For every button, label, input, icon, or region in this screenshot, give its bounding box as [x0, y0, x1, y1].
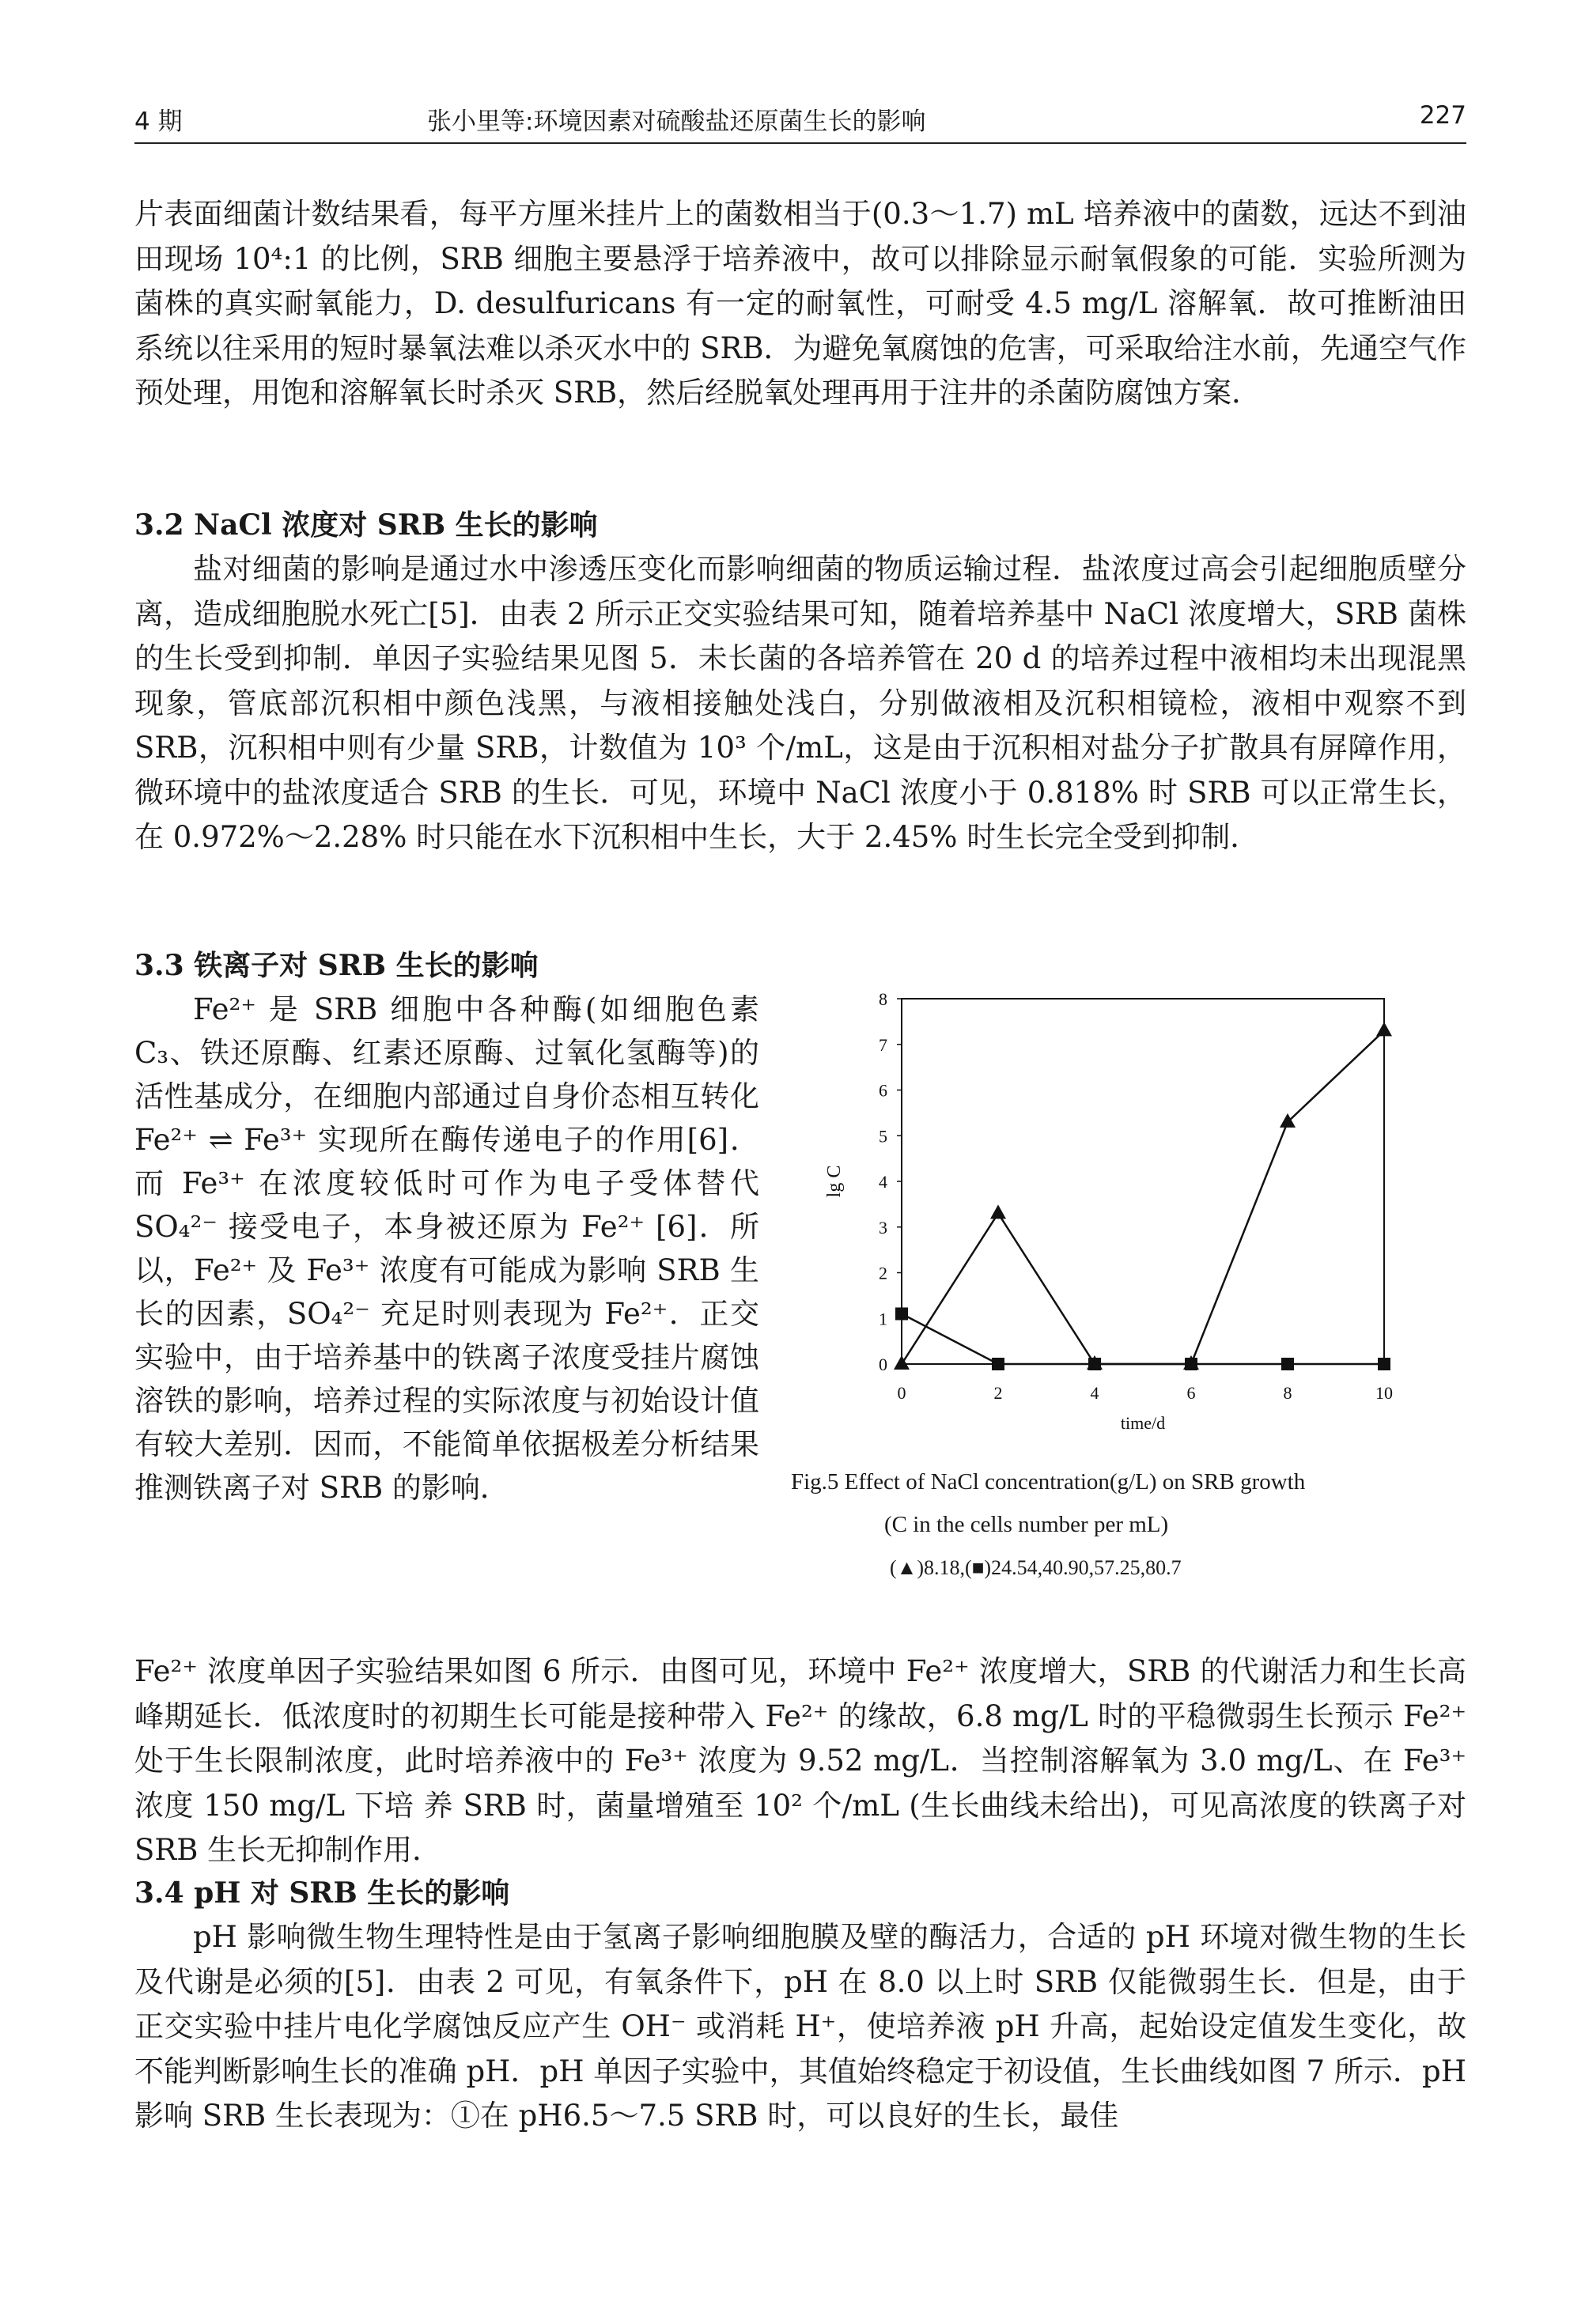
series-line	[902, 1030, 1384, 1364]
page-number: 227	[1419, 101, 1466, 130]
running-header	[134, 101, 1466, 144]
paragraph-fe2-results	[134, 1649, 1466, 1873]
growth-chart	[791, 984, 1416, 1433]
data-point-triangle	[990, 1204, 1006, 1219]
data-point-square	[992, 1358, 1004, 1370]
data-point-square	[1185, 1358, 1197, 1370]
x-tick-label: 8	[1283, 1383, 1292, 1403]
x-tick-label: 4	[1090, 1383, 1099, 1403]
figure-caption-title: Fig.5 Effect of NaCl concentration(g/L) on SRB growth	[791, 1469, 1306, 1495]
y-tick-label: 5	[879, 1126, 887, 1147]
paragraph-iron-ions	[134, 988, 759, 1510]
x-axis-label: time/d	[1120, 1413, 1166, 1433]
y-tick-label: 0	[879, 1355, 887, 1374]
y-tick-label: 2	[879, 1263, 887, 1283]
x-tick-label: 2	[993, 1383, 1003, 1403]
paragraph-text: 片表面细菌计数结果看，每平方厘米挂片上的菌数相当于(0.3～1.7) mL 培养液中的菌数，远达不到油田现场 10⁴:1 的比例，SRB 细胞主要悬浮于培养液中，故可以排除显示耐氧假象的可能．实验所测为菌株的真实耐氧能力，D. desulfuricans 有一定的耐氧性，可耐受 4.5 mg/L 溶解氧．故可推断油田系统以往采用的短时暴氧法难以杀灭水中的 SRB．为避免氧腐蚀的危害，可采取给注水前，先通空气作预处理，用饱和溶解氧长时杀灭 SRB，然后经脱氧处理再用于注井的杀菌防腐蚀方案．	[134, 197, 1466, 410]
y-tick-label: 4	[879, 1172, 887, 1192]
x-tick-label: 6	[1186, 1383, 1196, 1403]
paragraph-ph	[134, 1915, 1466, 2139]
section-heading-3-4: 3.4 pH 对 SRB 生长的影响	[134, 1876, 510, 1910]
y-tick-label: 1	[879, 1309, 887, 1329]
y-tick-label: 8	[879, 989, 887, 1009]
data-point-triangle	[894, 1355, 910, 1370]
paragraph-oxygen-conclusion	[134, 192, 1466, 416]
y-tick-label: 7	[879, 1034, 887, 1055]
section-heading-3-2: 3.2 NaCl 浓度对 SRB 生长的影响	[134, 508, 598, 542]
issue-number: 4 期	[134, 108, 183, 136]
y-tick-label: 6	[879, 1080, 887, 1101]
running-title: 张小里等:环境因素对硫酸盐还原菌生长的影响	[427, 108, 926, 136]
paragraph-text: pH 影响微生物生理特性是由于氢离子影响细胞膜及壁的酶活力，合适的 pH 环境对微生物的生长及代谢是必须的[5]．由表 2 可见，有氧条件下，pH 在 8.0 以上时 SRB 仅能微弱生长．但是，由于正交实验中挂片电化学腐蚀反应产生 OH⁻ 或消耗 H⁺，使培养液 pH 升高，起始设定值发生变化，故不能判断影响生长的准确 pH．pH 单因子实验中，其值始终稳定于初设值，生长曲线如图 7 所示．pH 影响 SRB 生长表现为：①在 pH6.5～7.5 SRB 时，可以良好的生长，最佳	[134, 1920, 1466, 2133]
section-heading-3-3: 3.3 铁离子对 SRB 生长的影响	[134, 949, 539, 982]
figure-caption-units: (C in the cells number per mL)	[884, 1512, 1169, 1537]
figure-caption-legend: (▲)8.18,(■)24.54,40.90,57.25,80.7	[890, 1556, 1182, 1579]
data-point-square	[895, 1307, 908, 1320]
paragraph-text: Fe²⁺ 浓度单因子实验结果如图 6 所示．由图可见，环境中 Fe²⁺ 浓度增大，SRB 的代谢活力和生长高峰期延长．低浓度时的初期生长可能是接种带入 Fe²⁺ 的缘故，6.8 mg/L 时的平稳微弱生长预示 Fe²⁺ 处于生长限制浓度，此时培养液中的 Fe³⁺ 浓度为 9.52 mg/L．当控制溶解氧为 3.0 mg/L、在 Fe³⁺ 浓度 150 mg/L 下培 养 SRB 时，菌量增殖至 10² 个/mL (生长曲线未给出)，可见高浓度的铁离子对 SRB 生长无抑制作用．	[134, 1654, 1466, 1867]
paragraph-text: 盐对细菌的影响是通过水中渗透压变化而影响细菌的物质运输过程．盐浓度过高会引起细胞质壁分离，造成细胞脱水死亡[5]．由表 2 所示正交实验结果可知，随着培养基中 NaCl 浓度增大，SRB 菌株的生长受到抑制．单因子实验结果见图 5．未长菌的各培养管在 20 d 的培养过程中液相均未出现混黑现象，管底部沉积相中颜色浅黑，与液相接触处浅白，分别做液相及沉积相镜检，液相中观察不到 SRB，沉积相中则有少量 SRB，计数值为 10³ 个/mL，这是由于沉积相对盐分子扩散具有屏障作用，微环境中的盐浓度适合 SRB 的生长．可见，环境中 NaCl 浓度小于 0.818% 时 SRB 可以正常生长，在 0.972%～2.28% 时只能在水下沉积相中生长，大于 2.45% 时生长完全受到抑制．	[134, 552, 1466, 854]
x-tick-label: 0	[897, 1383, 906, 1403]
data-point-square	[1378, 1358, 1390, 1370]
data-point-square	[1281, 1358, 1294, 1370]
y-axis-label: lg C	[824, 1165, 845, 1198]
paragraph-text: Fe²⁺ 是 SRB 细胞中各种酶(如细胞色素 C₃、铁还原酶、红素还原酶、过氧化氢酶等)的活性基成分，在细胞内部通过自身价态相互转化 Fe²⁺ ⇌ Fe³⁺ 实现所在酶传递电子的作用[6]．而 Fe³⁺ 在浓度较低时可作为电子受体替代 SO₄²⁻ 接受电子，本身被还原为 Fe²⁺ [6]．所以，Fe²⁺ 及 Fe³⁺ 浓度有可能成为影响 SRB 生长的因素，SO₄²⁻ 充足时则表现为 Fe²⁺．正交实验中，由于培养基中的铁离子浓度受挂片腐蚀溶铁的影响，培养过程的实际浓度与初始设计值有较大差别．因而，不能简单依据极差分析结果推测铁离子对 SRB 的影响．	[134, 992, 759, 1505]
y-tick-label: 3	[879, 1217, 887, 1238]
data-point-triangle	[1376, 1022, 1392, 1036]
series-line	[902, 1313, 1384, 1364]
plot-frame	[902, 999, 1384, 1364]
x-tick-label: 10	[1375, 1383, 1393, 1403]
data-point-square	[1088, 1358, 1101, 1370]
paragraph-nacl	[134, 547, 1466, 860]
